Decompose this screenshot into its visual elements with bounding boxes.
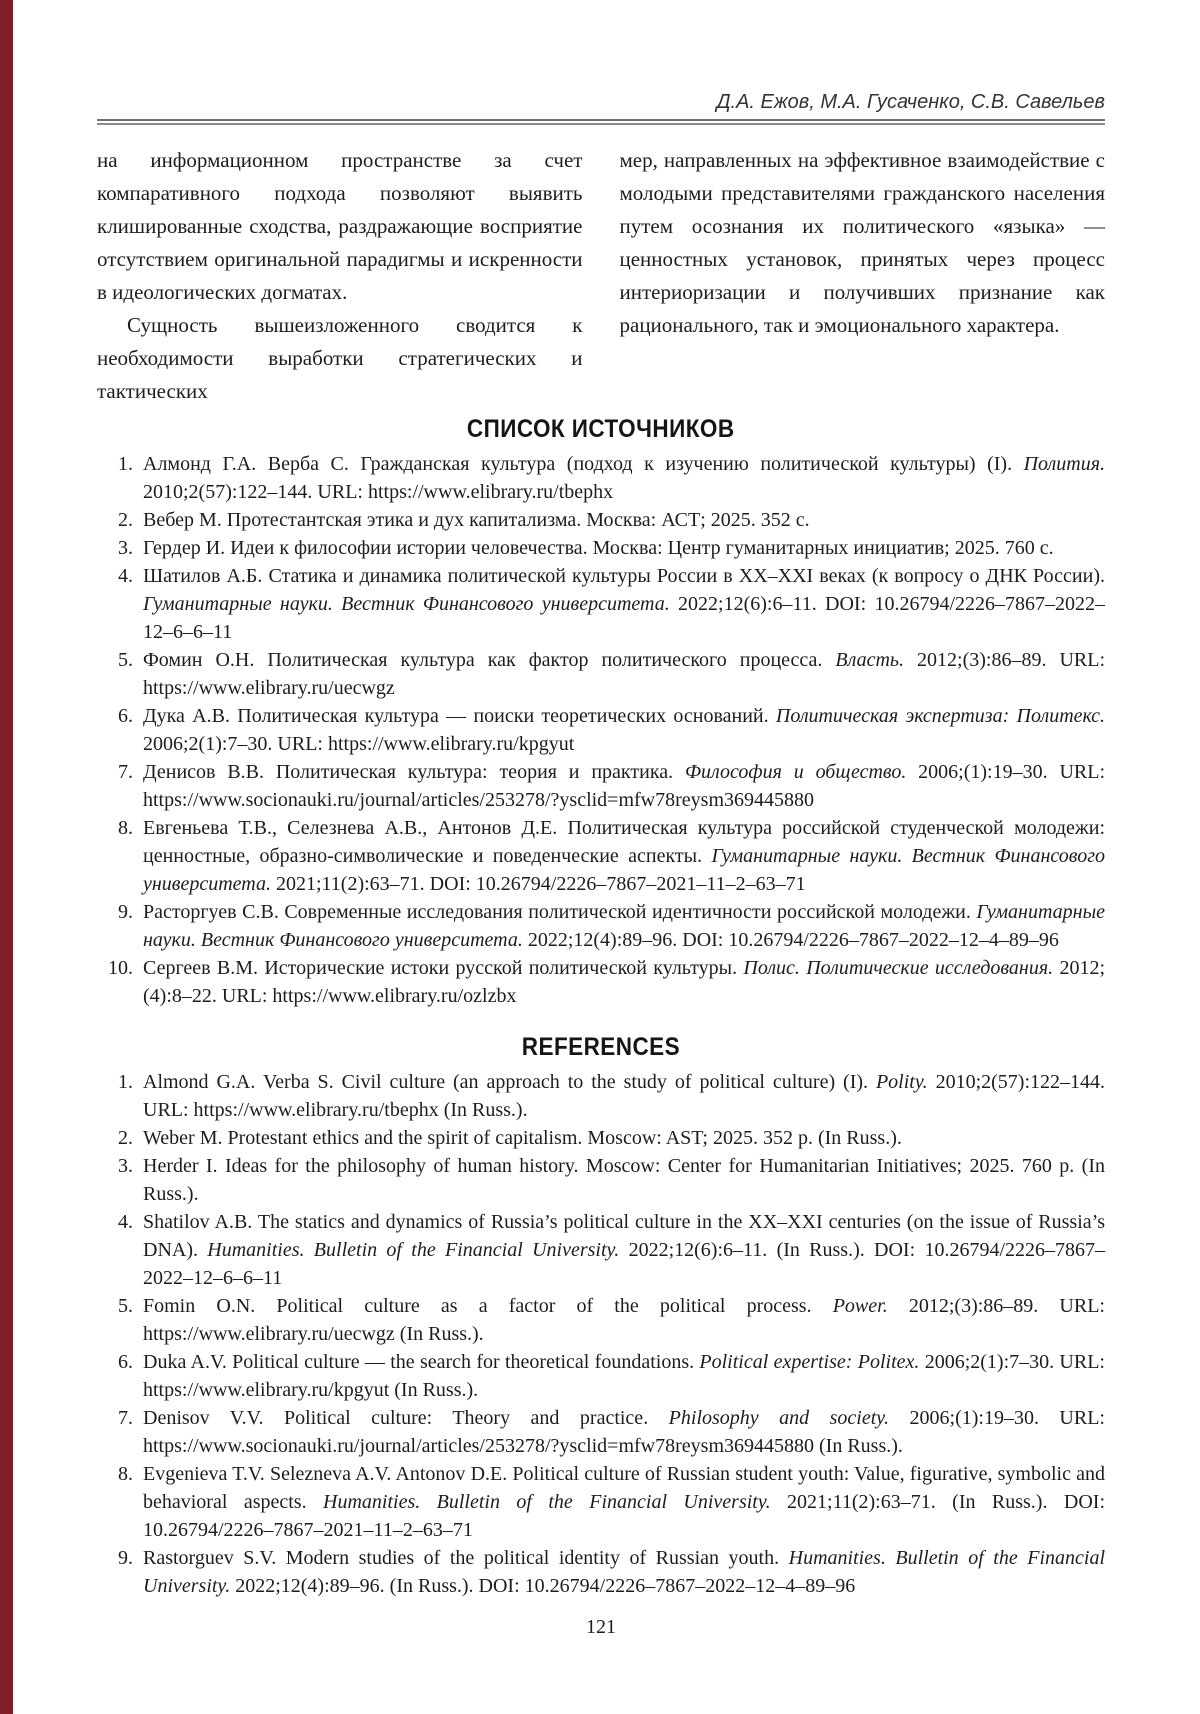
reference-text: Almond G.A. Verba S. Civil culture (an approach to the study of political culture) (I). (143, 1071, 876, 1093)
reference-journal-title: Polity. (875, 1071, 928, 1093)
reference-item (97, 954, 1105, 1010)
reference-text: Сергеев В.М. Исторические истоки русской политической культуры. (143, 957, 744, 979)
reference-text: 2022;12(6):6–11. DOI: 10.26794/2226–7867–2022–12–6–6–11 (143, 593, 1105, 643)
reference-item (97, 1152, 1105, 1208)
page-edge-stripe (0, 0, 13, 1714)
reference-item (97, 646, 1105, 702)
reference-item (97, 758, 1105, 814)
reference-number: 4. (118, 1211, 133, 1233)
reference-number: 8. (118, 817, 133, 839)
reference-item (97, 1460, 1105, 1544)
reference-journal-title: Власть. (835, 649, 905, 671)
reference-journal-title: Humanities. Bulletin of the Financial University. (323, 1491, 771, 1513)
reference-item (97, 898, 1105, 954)
reference-journal-title: Философия и общество. (684, 761, 907, 783)
reference-text: 2006;(1):19–30. URL: https://www.socionauki.ru/journal/articles/253278/?ysclid=mfw78reysm369445880 (143, 761, 1106, 811)
reference-text: Евгеньева Т.В., Селезнева А.В., Антонов Д.Е. Политическая культура российской студенческой молодежи: ценностные, образно-символические и поведенческие аспекты. (143, 817, 1105, 867)
reference-item (97, 1404, 1105, 1460)
sources-heading-text: СПИСОК ИСТОЧНИКОВ (467, 415, 735, 443)
reference-text: 2021;11(2):63–71. DOI: 10.26794/2226–7867–2021–11–2–63–71 (270, 873, 806, 895)
header-rule (97, 119, 1105, 125)
reference-text: Weber M. Protestant ethics and the spirit of capitalism. Moscow: AST; 2025. 352 p. (In Russ.). (143, 1127, 902, 1149)
reference-text: 2006;(1):19–30. URL: https://www.socionauki.ru/journal/articles/253278/?ysclid=mfw78reysm369445880 (In Russ.). (143, 1407, 1105, 1457)
reference-number: 5. (118, 649, 133, 671)
section-gap (97, 1010, 1105, 1026)
reference-text: 2022;12(6):6–11. (In Russ.). DOI: 10.26794/2226–7867–2022–12–6–6–11 (143, 1239, 1105, 1289)
reference-text: Денисов В.В. Политическая культура: теория и практика. (143, 761, 685, 783)
reference-text: Fomin O.N. Political culture as a factor of the political process. (143, 1295, 833, 1317)
page-number: 121 (586, 1616, 616, 1638)
reference-text: 2010;2(57):122–144. URL: https://www.elibrary.ru/tbephx (143, 481, 614, 503)
reference-number: 3. (118, 537, 133, 559)
reference-text: Duka A.V. Political culture — the search for theoretical foundations. (143, 1351, 700, 1373)
reference-number: 9. (118, 901, 133, 923)
sources-list (97, 450, 1105, 1010)
reference-number: 3. (118, 1155, 133, 1177)
body-paragraph: Сущность вышеизложенного сводится к необходимости выработки стратегических и тактических (97, 313, 583, 403)
reference-number: 4. (118, 565, 133, 587)
reference-text: Алмонд Г.А. Верба С. Гражданская культура (подход к изучению политической культуры) (I). (143, 453, 1024, 475)
reference-number: 5. (118, 1295, 133, 1317)
reference-item (97, 814, 1105, 898)
reference-number: 6. (118, 1351, 133, 1373)
reference-text: Shatilov A.B. The statics and dynamics of Russia’s political culture in the XX–XXI centuries (on the issue of Russia’s DNA). (143, 1211, 1105, 1261)
reference-text: 2012;(3):86–89. URL: https://www.elibrary.ru/uecwgz (143, 649, 1105, 699)
reference-text: 2006;2(1):7–30. URL: https://www.elibrary.ru/kpgyut (143, 733, 575, 755)
reference-text: 2012;(3):86–89. URL: https://www.elibrary.ru/uecwgz (In Russ.). (143, 1295, 1105, 1345)
references-list (97, 1068, 1105, 1600)
reference-journal-title: Power. (832, 1295, 888, 1317)
page-content (97, 0, 1105, 1639)
reference-text: Rastorguev S.V. Modern studies of the political identity of Russian youth. (143, 1547, 789, 1569)
reference-journal-title: Humanities. Bulletin of the Financial University. (143, 1547, 1105, 1597)
reference-number: 2. (118, 1127, 133, 1149)
reference-journal-title: Political expertise: Politex. (699, 1351, 920, 1373)
reference-text: Шатилов А.Б. Статика и динамика политической культуры России в XX–XXI веках (к вопросу о ДНК России). (143, 565, 1105, 587)
reference-item (97, 1208, 1105, 1292)
reference-journal-title: Гуманитарные науки. Вестник Финансового университета. (143, 593, 670, 615)
reference-text: 2010;2(57):122–144. URL: https://www.elibrary.ru/tbephx (In Russ.). (143, 1071, 1106, 1121)
reference-text: Фомин О.Н. Политическая культура как фактор политического процесса. (143, 649, 836, 671)
reference-journal-title: Полития. (1023, 453, 1105, 475)
reference-number: 9. (118, 1547, 133, 1569)
references-heading-text: REFERENCES (521, 1033, 681, 1061)
reference-text: 2022;12(4):89–96. DOI: 10.26794/2226–7867–2022–12–4–89–96 (522, 929, 1059, 951)
reference-number: 10. (108, 957, 133, 979)
reference-number: 8. (118, 1463, 133, 1485)
reference-journal-title: Humanities. Bulletin of the Financial University. (207, 1239, 620, 1261)
reference-number: 1. (118, 1071, 133, 1093)
reference-journal-title: Philosophy and society. (668, 1407, 890, 1429)
reference-item (97, 562, 1105, 646)
reference-text: Расторгуев С.В. Современные исследования политической идентичности российской молодежи. (143, 901, 977, 923)
reference-number: 7. (118, 1407, 133, 1429)
reference-number: 1. (118, 453, 133, 475)
reference-item (97, 1544, 1105, 1600)
reference-text: Гердер И. Идеи к философии истории человечества. Москва: Центр гуманитарных инициатив; 2025. 760 с. (143, 537, 1054, 559)
reference-text: Вебер М. Протестантская этика и дух капитализма. Москва: АСТ; 2025. 352 с. (143, 509, 810, 531)
reference-item (97, 506, 1105, 534)
reference-text: 2006;2(1):7–30. URL: https://www.elibrary.ru/kpgyut (In Russ.). (143, 1351, 1105, 1401)
reference-number: 2. (118, 509, 133, 531)
left-column (97, 144, 583, 408)
right-column (620, 144, 1106, 408)
reference-item (97, 702, 1105, 758)
reference-text: Denisov V.V. Political culture: Theory and practice. (143, 1407, 669, 1429)
sources-heading (97, 414, 1105, 444)
reference-item (97, 1068, 1105, 1124)
reference-number: 7. (118, 761, 133, 783)
reference-text: 2021;11(2):63–71. (In Russ.). DOI: 10.26794/2226–7867–2021–11–2–63–71 (143, 1491, 1105, 1541)
reference-item (97, 1124, 1105, 1152)
reference-text: 2022;12(4):89–96. (In Russ.). DOI: 10.26794/2226–7867–2022–12–4–89–96 (230, 1575, 856, 1597)
reference-item (97, 534, 1105, 562)
reference-number: 6. (118, 705, 133, 727)
reference-journal-title: Гуманитарные науки. Вестник Финансового университета. (143, 845, 1105, 895)
body-paragraph: на информационном пространстве за счет компаративного подхода позволяют выявить клишированные сходства, раздражающие восприятие отсутствием оригинальной парадигмы и искренности в идеологических догматах. (97, 148, 583, 304)
references-heading (97, 1032, 1105, 1062)
body-paragraph: мер, направленных на эффективное взаимодействие с молодыми представителями гражданского населения путем осознания их политического «языка» — ценностных установок, принятых через процесс интериоризации и получивших признание как рационального, так и эмоционального характера. (619, 148, 1105, 337)
reference-journal-title: Полис. Политические исследования. (743, 957, 1054, 979)
reference-text: Дука А.В. Политическая культура — поиски теоретических оснований. (143, 705, 776, 727)
reference-item (97, 1292, 1105, 1348)
reference-journal-title: Политическая экспертиза: Политекс. (775, 705, 1106, 727)
reference-text: 2012;(4):8–22. URL: https://www.elibrary.ru/ozlzbx (143, 957, 1105, 1007)
running-head-authors: Д.А. Ежов, М.А. Гусаченко, С.В. Савельев (716, 91, 1105, 113)
reference-journal-title: Гуманитарные науки. Вестник Финансового университета. (143, 901, 1105, 951)
reference-text: Evgenieva T.V. Selezneva A.V. Antonov D.E. Political culture of Russian student youth: Value, figurative, symbolic and behavioral aspects. (143, 1463, 1105, 1513)
reference-item (97, 1348, 1105, 1404)
reference-item (97, 450, 1105, 506)
reference-text: Herder I. Ideas for the philosophy of human history. Moscow: Center for Humanitarian Initiatives; 2025. 760 p. (In Russ.). (143, 1155, 1105, 1205)
body-columns (97, 144, 1105, 408)
